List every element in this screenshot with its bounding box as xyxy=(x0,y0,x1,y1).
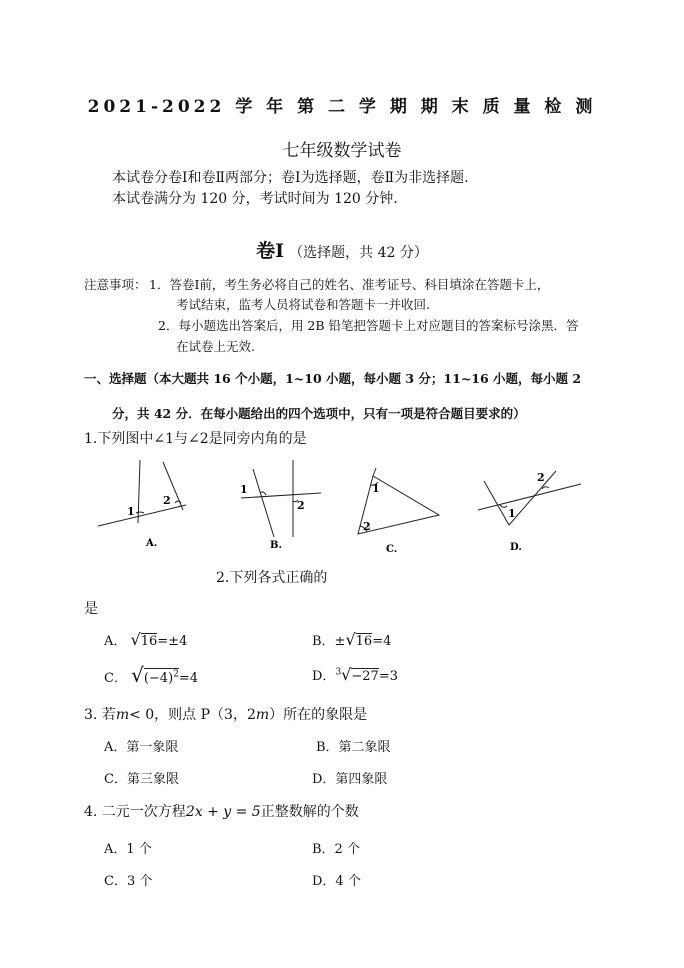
option-d-radicand: −27 xyxy=(351,669,379,684)
option-b-label: B．± xyxy=(312,634,346,649)
question-4-option-c: C．3 个 xyxy=(104,874,153,889)
figure-d-angle-arc-1 xyxy=(500,505,507,507)
option-c-radicand: (−4) xyxy=(143,671,174,686)
figure-a-line-vertical xyxy=(138,460,140,523)
option-b-radicand: 16 xyxy=(355,634,373,649)
figure-a-label: A. xyxy=(146,538,158,549)
question-4-option-d: D．4 个 xyxy=(312,874,361,889)
volume-heading xyxy=(0,236,684,263)
question-4-stem-part-1: 4. 二元一次方程 xyxy=(84,804,186,820)
question-2-option-d xyxy=(312,665,398,684)
question-4-stem-part-2: 正整数解的个数 xyxy=(260,804,359,820)
section-heading-line-2: 分，共 42 分．在每小题给出的四个选项中，只有一项是符合题目要求的） xyxy=(112,406,526,421)
option-d-root-index: 3 xyxy=(335,667,342,678)
option-b-result: =4 xyxy=(372,634,392,649)
figure-b-angle-1-label: 1 xyxy=(240,483,248,496)
figure-a-angle-2-label: 2 xyxy=(163,494,171,507)
option-c-exponent: 2 xyxy=(173,669,179,680)
exam-title: 2021-2022 学 年 第 二 学 期 期 末 质 量 检 测 xyxy=(87,97,597,117)
option-c-result: =4 xyxy=(178,671,199,686)
notice-label: 注意事项： xyxy=(84,277,147,292)
question-3-option-a: A．第一象限 xyxy=(104,740,179,755)
question-2-stem-continued: 是 xyxy=(84,601,98,617)
question-2-option-b xyxy=(312,630,391,649)
option-d-result: =3 xyxy=(378,669,398,684)
figure-b-angle-2-label: 2 xyxy=(297,499,305,512)
question-3-stem-part-3: ）所在的象限是 xyxy=(269,707,368,723)
intro-line-1: 本试卷分卷Ⅰ和卷Ⅱ两部分；卷Ⅰ为选择题，卷Ⅱ为非选择题. xyxy=(112,170,469,186)
question-4-option-a: A．1 个 xyxy=(104,842,152,857)
radical-sign: √ xyxy=(130,630,141,649)
question-3-variable-m-2: m xyxy=(255,707,270,723)
figure-a xyxy=(98,460,186,549)
figure-d-angle-arc-2 xyxy=(542,487,549,489)
option-a-label: A． xyxy=(104,634,127,649)
option-c-label: C． xyxy=(104,671,127,686)
question-3-stem xyxy=(84,704,367,724)
radical-sign: √ xyxy=(345,630,356,649)
notice-item-2-line-2: 在试卷上无效. xyxy=(176,339,255,354)
figure-c-line-extension xyxy=(373,468,376,476)
question-2-option-c xyxy=(104,663,198,687)
question-3-stem-part-1: 3. 若 xyxy=(84,707,116,723)
option-d-label: D． xyxy=(312,669,336,684)
option-a-radicand: 16 xyxy=(140,634,158,649)
question-4-option-b: B．2 个 xyxy=(312,842,360,857)
figure-c-label: C. xyxy=(386,544,398,555)
figure-b-line-horizontal xyxy=(241,493,321,498)
question-3-option-b: B．第二象限 xyxy=(316,740,391,755)
figure-b-line-slant xyxy=(253,469,274,537)
question-2-stem: 2.下列各式正确的 xyxy=(216,570,328,586)
figure-d-angle-1-label: 1 xyxy=(508,507,516,520)
question-3-option-c: C．第三象限 xyxy=(104,772,179,787)
figure-b-label: B. xyxy=(270,540,282,551)
radical-sign: √ xyxy=(341,665,352,684)
radical-sign: √ xyxy=(131,663,144,687)
figure-a-angle-1-label: 1 xyxy=(127,505,135,518)
question-1-figures xyxy=(84,455,604,565)
volume-subtitle: （选择题，共 42 分） xyxy=(289,245,428,261)
exam-subtitle: 七年级数学试卷 xyxy=(282,141,402,161)
notice-item-1-line-2: 考试结束，监考人员将试卷和答题卡一并收回. xyxy=(176,297,430,312)
option-a-result: =±4 xyxy=(157,634,188,649)
question-1-stem: 1.下列图中∠1与∠2是同旁内角的是 xyxy=(84,431,307,447)
figure-d-label: D. xyxy=(510,542,522,553)
figure-d-angle-2-label: 2 xyxy=(537,471,545,484)
question-3-variable-m: m xyxy=(115,707,130,723)
figure-c-angle-1-label: 1 xyxy=(372,482,380,495)
question-3-stem-part-2: < 0，则点 P（3，2 xyxy=(129,707,256,723)
question-3-option-d: D．第四象限 xyxy=(312,772,388,787)
figure-c-angle-2-label: 2 xyxy=(363,520,371,533)
figure-d-angle-lines xyxy=(484,471,556,525)
question-4-stem xyxy=(84,801,359,821)
notice-item-2-line-1: 2．每小题选出答案后，用 2B 铅笔把答题卡上对应题目的答案标号涂黑．答 xyxy=(158,318,579,333)
question-2-option-a xyxy=(104,630,187,649)
question-4-equation: 2x + y = 5 xyxy=(185,804,261,820)
figure-b xyxy=(240,460,321,551)
figure-c xyxy=(358,468,439,555)
figure-d xyxy=(478,471,581,553)
section-heading-line-1: 一、选择题（本大题共 16 个小题，1~10 小题，每小题 3 分；11~16 小题，每小题 2 xyxy=(84,371,582,386)
figure-a-line-base xyxy=(98,505,186,526)
notice-item-1-line-1: 1．答卷Ⅰ前，考生务必将自己的姓名、准考证号、科目填涂在答题卡上， xyxy=(149,277,550,292)
volume-title: 卷Ⅰ xyxy=(256,240,285,262)
intro-line-2: 本试卷满分为 120 分，考试时间为 120 分钟. xyxy=(112,191,398,207)
figure-a-angle-arc-1 xyxy=(136,512,144,513)
